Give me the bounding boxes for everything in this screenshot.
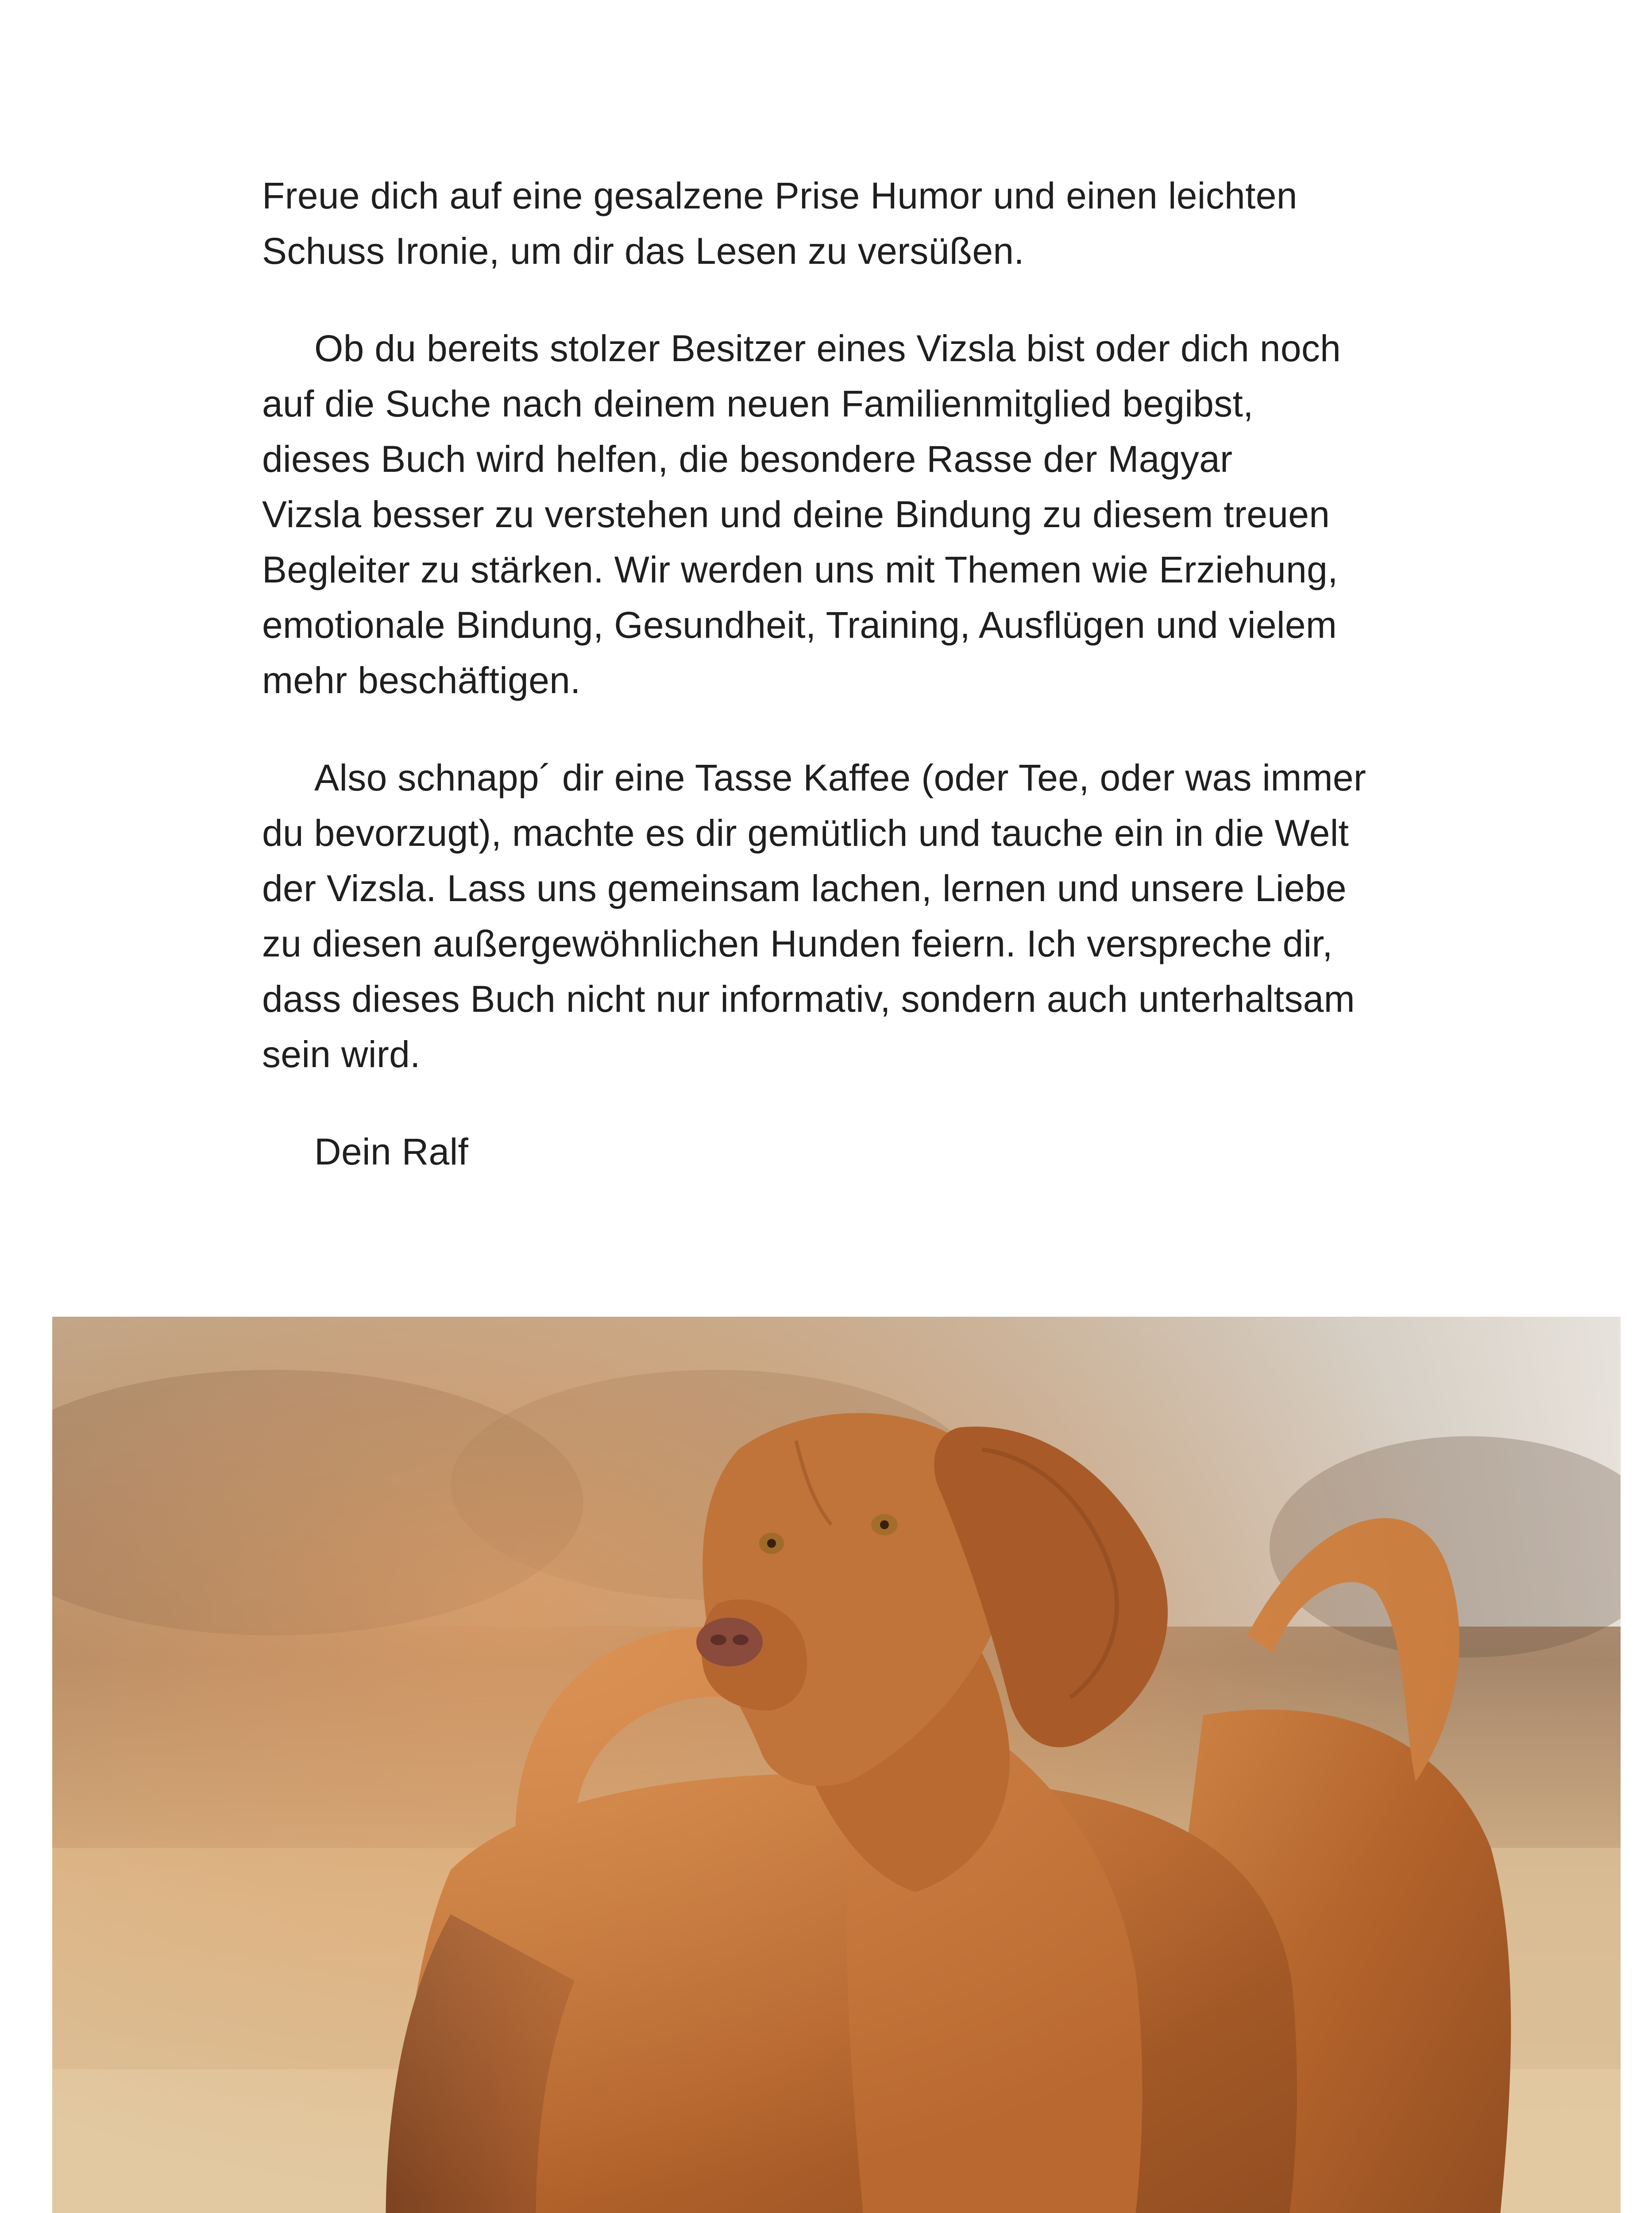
signature: Dein Ralf — [314, 1131, 469, 1172]
paragraph-humor: Freue dich auf eine gesalzene Prise Humor und einen leichten Schuss Ironie, um dir das Lesen zu versüßen. — [262, 175, 1297, 272]
paragraph-coffee: Also schnapp´ dir eine Tasse Kaffee (oder Tee, oder was immer du bevorzugt), machte es dir gemütlich und tauche ein in die Welt der Vizsla. Lass uns gemeinsam lachen, lernen und unsere Liebe zu diesen außergewöhnlichen Hunden feiern. Ich verspreche dir, dass dieses Buch nicht nur informativ, sondern auch unterhaltsam sein wird. — [262, 757, 1366, 1075]
vizsla-photo — [52, 1317, 1621, 2213]
body-text — [262, 168, 1466, 1222]
vizsla-dog-illustration — [52, 1317, 1621, 2213]
paragraph-owner: Ob du bereits stolzer Besitzer eines Vizsla bist oder dich noch auf die Suche nach deinem neuen Familienmitglied begibst, dieses Buch wird helfen, die besondere Rasse der Magyar Vizsla besser zu verstehen und deine Bindung zu diesem treuen Begleiter zu stärken. Wir werden uns mit Themen wie Erziehung, emotionale Bindung, Gesundheit, Training, Ausflügen und vielem mehr beschäftigen. — [262, 328, 1341, 701]
